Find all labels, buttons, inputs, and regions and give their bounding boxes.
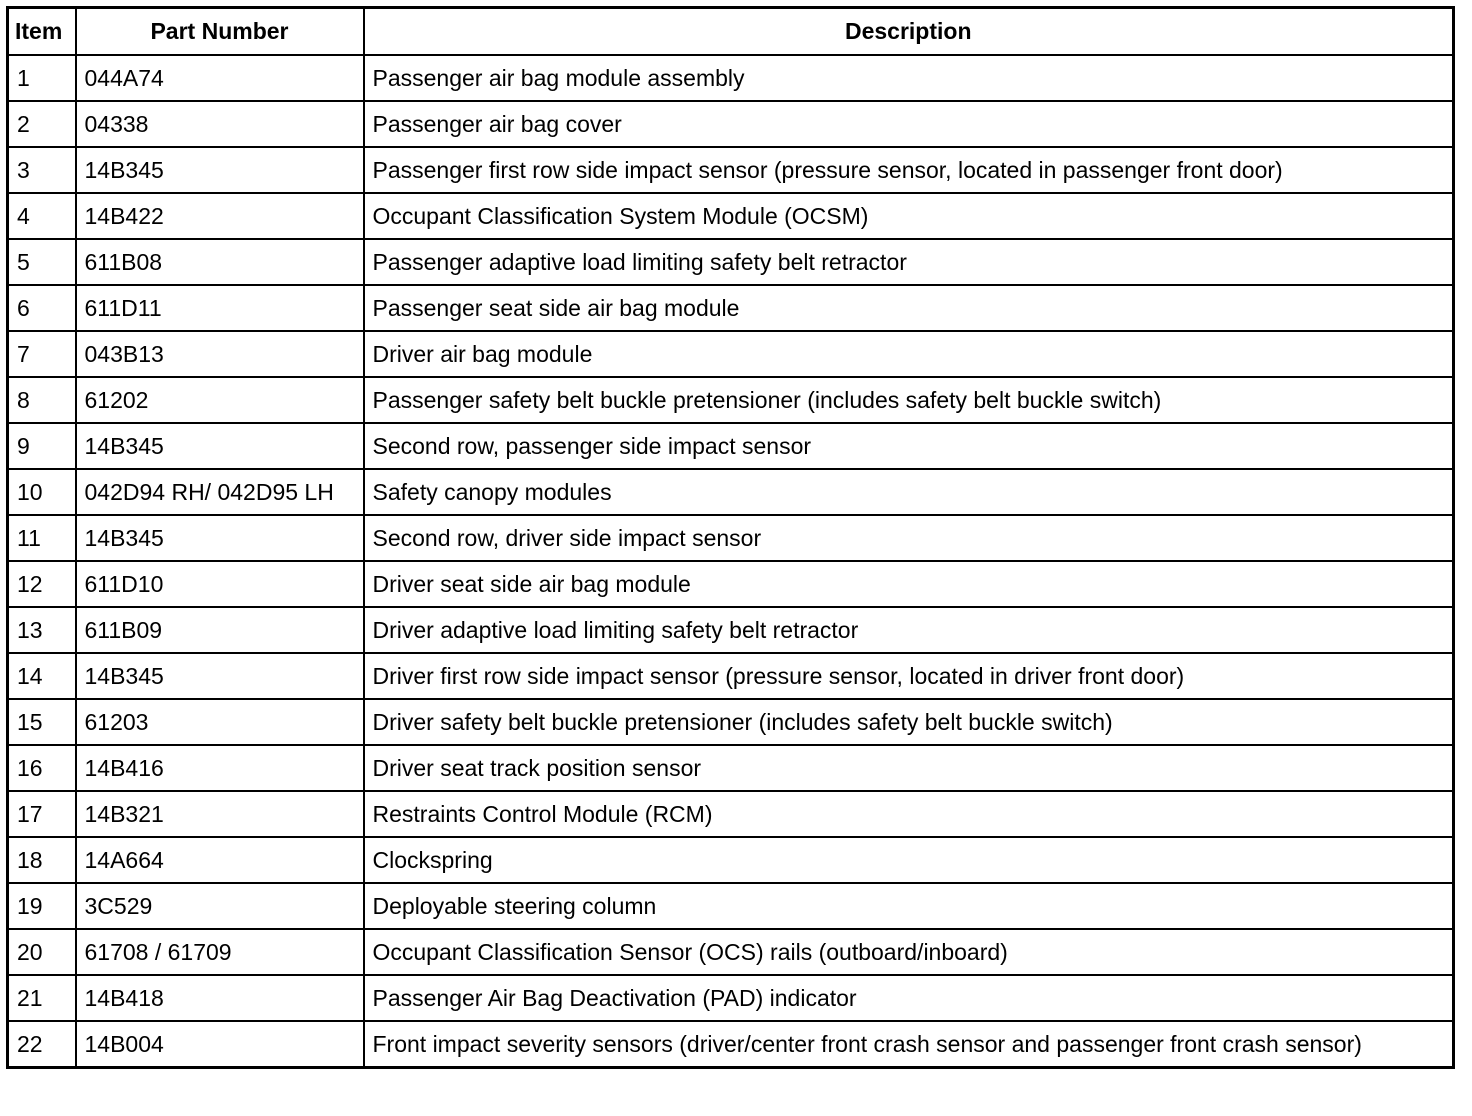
part-number-cell: 04338 [76, 101, 364, 147]
part-number-cell: 14B321 [76, 791, 364, 837]
table-row [8, 745, 1454, 791]
table-row [8, 975, 1454, 1021]
description-cell: Restraints Control Module (RCM) [364, 791, 1454, 837]
table-row [8, 331, 1454, 377]
part-number-cell: 611B09 [76, 607, 364, 653]
table-row [8, 883, 1454, 929]
description-cell: Driver air bag module [364, 331, 1454, 377]
table-row [8, 147, 1454, 193]
item-cell: 11 [8, 515, 76, 561]
part-number-cell: 14B422 [76, 193, 364, 239]
item-cell: 6 [8, 285, 76, 331]
part-number-cell: 61203 [76, 699, 364, 745]
description-cell: Second row, driver side impact sensor [364, 515, 1454, 561]
description-cell: Occupant Classification System Module (OCSM) [364, 193, 1454, 239]
part-number-cell: 61202 [76, 377, 364, 423]
part-number-cell: 14B345 [76, 423, 364, 469]
description-cell: Passenger Air Bag Deactivation (PAD) indicator [364, 975, 1454, 1021]
item-cell: 4 [8, 193, 76, 239]
table-row [8, 423, 1454, 469]
table-row [8, 607, 1454, 653]
part-number-cell: 042D94 RH/ 042D95 LH [76, 469, 364, 515]
part-number-cell: 3C529 [76, 883, 364, 929]
part-number-cell: 14A664 [76, 837, 364, 883]
table-row [8, 193, 1454, 239]
item-cell: 1 [8, 55, 76, 101]
description-cell: Passenger seat side air bag module [364, 285, 1454, 331]
description-cell: Passenger safety belt buckle pretensioner (includes safety belt buckle switch) [364, 377, 1454, 423]
table-body [8, 55, 1454, 1068]
part-number-cell: 044A74 [76, 55, 364, 101]
part-number-cell: 14B345 [76, 515, 364, 561]
item-cell: 20 [8, 929, 76, 975]
description-cell: Passenger adaptive load limiting safety belt retractor [364, 239, 1454, 285]
item-cell: 15 [8, 699, 76, 745]
table-row [8, 653, 1454, 699]
header-item: Item [8, 8, 76, 56]
description-cell: Safety canopy modules [364, 469, 1454, 515]
part-number-cell: 14B345 [76, 653, 364, 699]
description-cell: Driver adaptive load limiting safety belt retractor [364, 607, 1454, 653]
description-cell: Front impact severity sensors (driver/center front crash sensor and passenger front crash sensor) [364, 1021, 1454, 1068]
part-number-cell: 611D10 [76, 561, 364, 607]
header-row [8, 8, 1454, 56]
table-row [8, 377, 1454, 423]
description-cell: Driver seat track position sensor [364, 745, 1454, 791]
part-number-cell: 611B08 [76, 239, 364, 285]
header-part-number: Part Number [76, 8, 364, 56]
table-row [8, 837, 1454, 883]
item-cell: 5 [8, 239, 76, 285]
item-cell: 2 [8, 101, 76, 147]
part-number-cell: 611D11 [76, 285, 364, 331]
table-row [8, 55, 1454, 101]
item-cell: 22 [8, 1021, 76, 1068]
item-cell: 8 [8, 377, 76, 423]
description-cell: Driver first row side impact sensor (pressure sensor, located in driver front door) [364, 653, 1454, 699]
item-cell: 19 [8, 883, 76, 929]
part-number-cell: 14B416 [76, 745, 364, 791]
description-cell: Passenger first row side impact sensor (pressure sensor, located in passenger front door) [364, 147, 1454, 193]
description-cell: Passenger air bag cover [364, 101, 1454, 147]
item-cell: 3 [8, 147, 76, 193]
item-cell: 17 [8, 791, 76, 837]
item-cell: 9 [8, 423, 76, 469]
table-row [8, 515, 1454, 561]
description-cell: Driver safety belt buckle pretensioner (includes safety belt buckle switch) [364, 699, 1454, 745]
part-number-cell: 14B004 [76, 1021, 364, 1068]
item-cell: 21 [8, 975, 76, 1021]
table-row [8, 469, 1454, 515]
description-cell: Second row, passenger side impact sensor [364, 423, 1454, 469]
description-cell: Occupant Classification Sensor (OCS) rails (outboard/inboard) [364, 929, 1454, 975]
part-number-cell: 61708 / 61709 [76, 929, 364, 975]
description-cell: Clockspring [364, 837, 1454, 883]
table-row [8, 285, 1454, 331]
description-cell: Driver seat side air bag module [364, 561, 1454, 607]
item-cell: 10 [8, 469, 76, 515]
item-cell: 18 [8, 837, 76, 883]
table-row [8, 929, 1454, 975]
item-cell: 16 [8, 745, 76, 791]
part-number-cell: 043B13 [76, 331, 364, 377]
item-cell: 14 [8, 653, 76, 699]
header-description: Description [364, 8, 1454, 56]
part-number-cell: 14B345 [76, 147, 364, 193]
table-header [8, 8, 1454, 56]
description-cell: Passenger air bag module assembly [364, 55, 1454, 101]
item-cell: 12 [8, 561, 76, 607]
table-row [8, 1021, 1454, 1068]
table-row [8, 239, 1454, 285]
parts-table [6, 6, 1455, 1069]
item-cell: 13 [8, 607, 76, 653]
description-cell: Deployable steering column [364, 883, 1454, 929]
table-row [8, 561, 1454, 607]
part-number-cell: 14B418 [76, 975, 364, 1021]
table-row [8, 791, 1454, 837]
item-cell: 7 [8, 331, 76, 377]
table-row [8, 699, 1454, 745]
table-row [8, 101, 1454, 147]
